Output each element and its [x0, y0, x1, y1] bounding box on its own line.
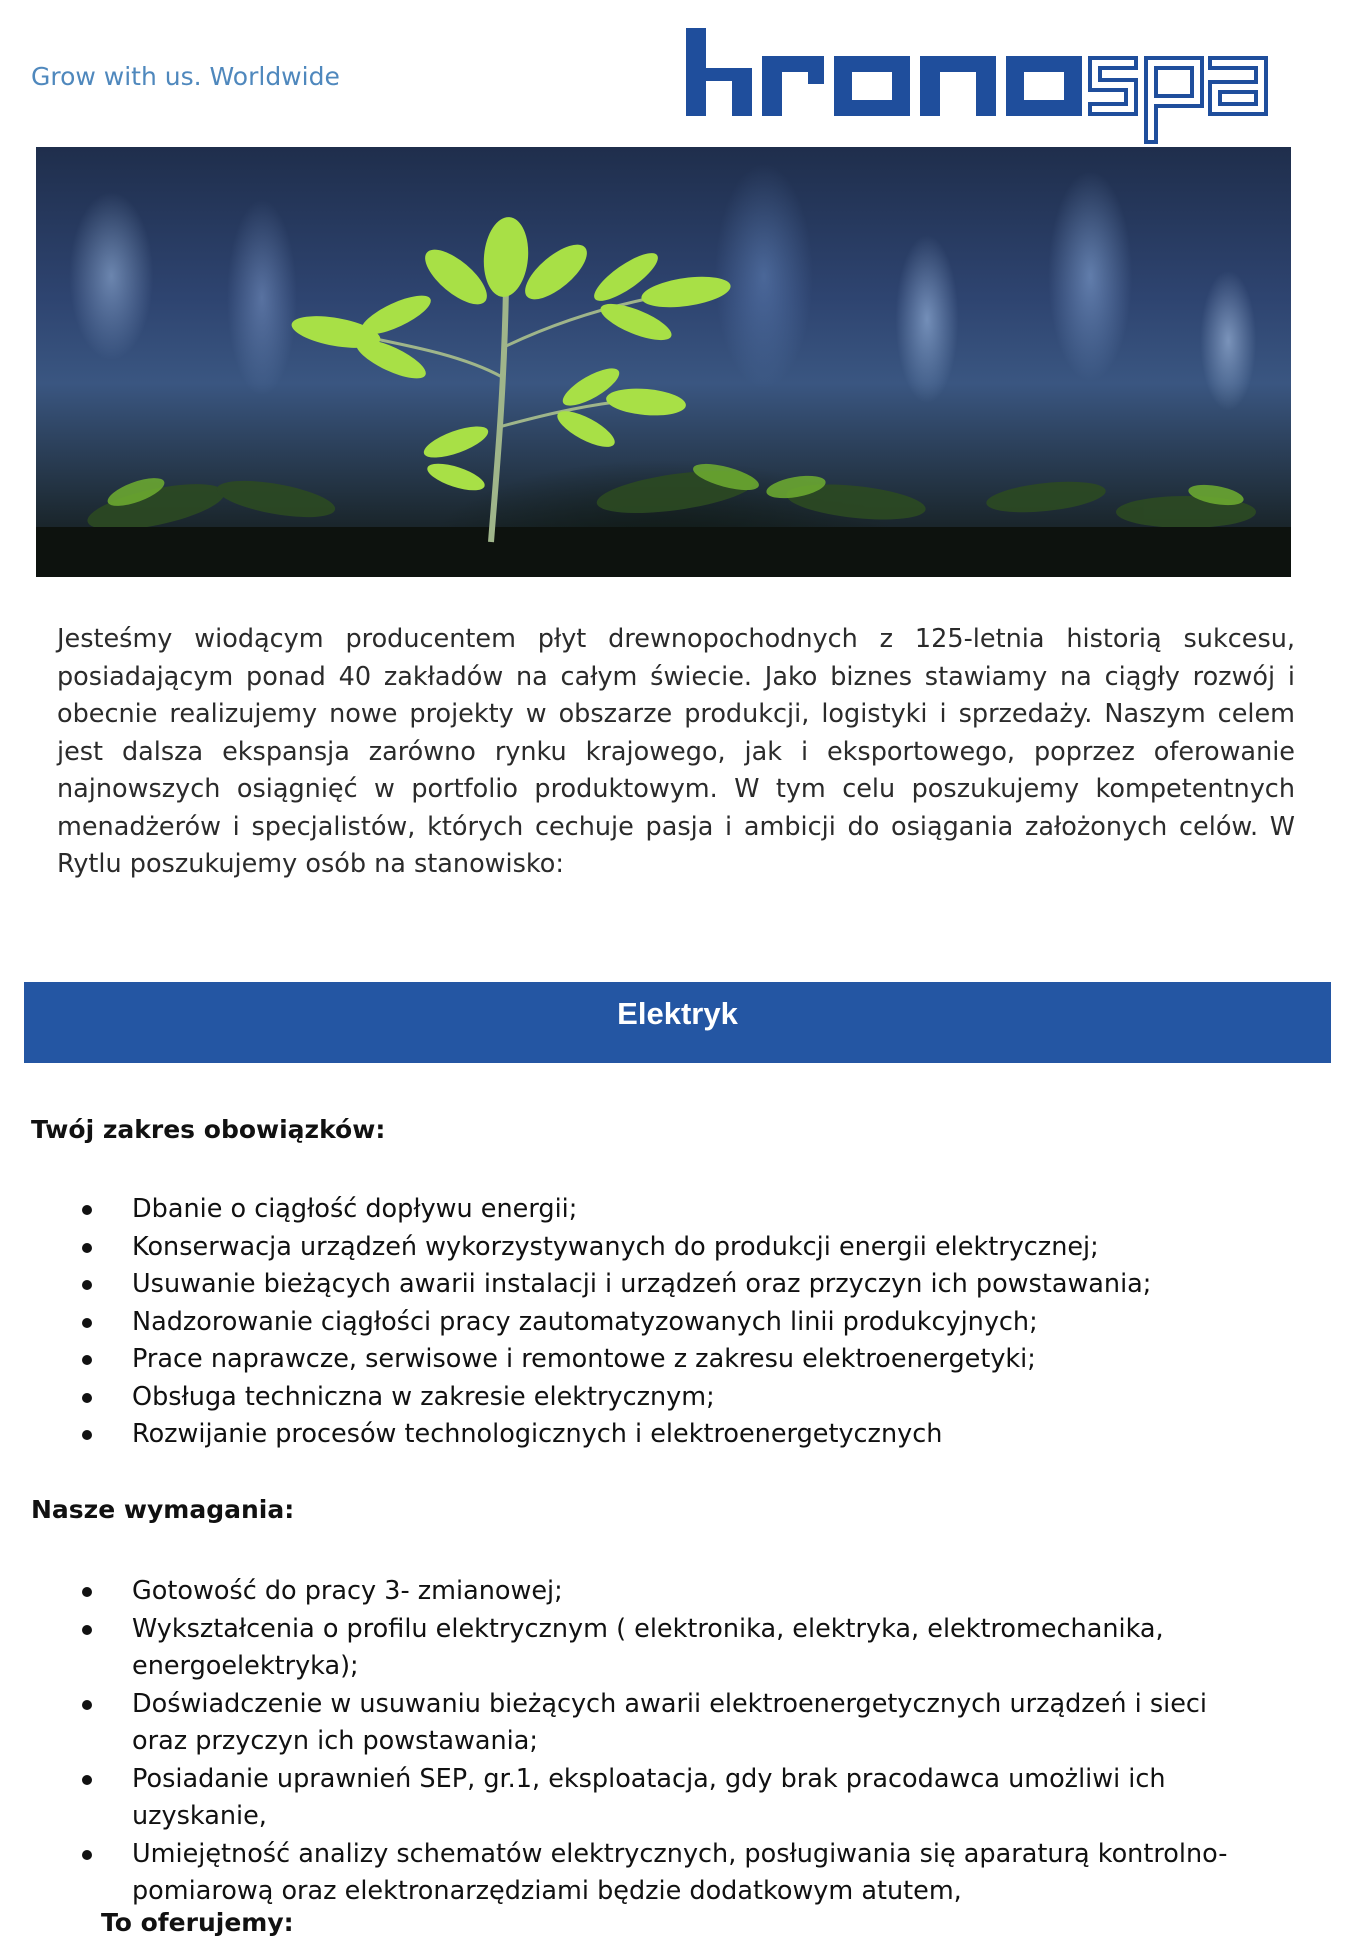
requirements-list: [0, 1573, 1232, 1911]
hero-photo: [36, 147, 1291, 577]
company-intro-paragraph: Jesteśmy wiodącym producentem płyt drewnopochodnych z 125-letnia historią sukcesu, posiadającym ponad 40 zakładów na całym świecie. Jako biznes stawiamy na ciągły rozwój i obecnie realizujemy nowe projekty w obszarze produkcji, logistyki i sprzedaży. Naszym celem jest dalsza ekspansja zarówno rynku krajowego, jak i eksportowego, poprzez oferowanie najnowszych osiągnięć w portfolio produktowym. W tym celu poszukujemy kompetentnych menadżerów i specjalistów, których cechuje pasja i ambicji do osiągania założonych celów. W Rytlu poszukujemy osób na stanowisko:: [57, 624, 1295, 879]
list-item: Dbanie o ciągłość dopływu energii;: [0, 1191, 1232, 1229]
list-item: Umiejętność analizy schematów elektrycznych, posługiwania się aparaturą kontrolno-pomiarową oraz elektronarzędziami będzie dodatkowym atutem,: [0, 1836, 1232, 1911]
responsibilities-list: [0, 1191, 1232, 1454]
list-item: Wykształcenia o profilu elektrycznym ( elektronika, elektryka, elektromechanika, energoelektryka);: [0, 1611, 1232, 1686]
list-item: Doświadczenie w usuwaniu bieżących awarii elektroenergetycznych urządzeń i sieci oraz przyczyn ich powstawania;: [0, 1686, 1232, 1761]
list-item: Rozwijanie procesów technologicznych i elektroenergetycznych: [0, 1416, 1232, 1454]
company-tagline: Grow with us. Worldwide: [31, 62, 340, 91]
list-item: Obsługa techniczna w zakresie elektrycznym;: [0, 1379, 1232, 1417]
list-item: Nadzorowanie ciągłości pracy zautomatyzowanych linii produkcyjnych;: [0, 1304, 1232, 1342]
job-title: Elektryk: [617, 996, 738, 1031]
list-item: Gotowość do pracy 3- zmianowej;: [0, 1573, 1232, 1611]
kronospan-logo: [686, 26, 1280, 146]
requirements-heading: Nasze wymagania:: [31, 1495, 295, 1524]
responsibilities-heading: Twój zakres obowiązków:: [31, 1115, 386, 1144]
offer-heading: To oferujemy:: [101, 1908, 294, 1937]
list-item: Posiadanie uprawnień SEP, gr.1, eksploatacja, gdy brak pracodawca umożliwi ich uzyskanie,: [0, 1761, 1232, 1836]
job-title-banner: [24, 982, 1331, 1063]
list-item: Prace naprawcze, serwisowe i remontowe z zakresu elektroenergetyki;: [0, 1341, 1232, 1379]
list-item: Usuwanie bieżących awarii instalacji i urządzeń oraz przyczyn ich powstawania;: [0, 1266, 1232, 1304]
seedling-icon: [36, 147, 1291, 577]
kronospan-logo-icon: [686, 26, 1280, 146]
list-item: Konserwacja urządzeń wykorzystywanych do produkcji energii elektrycznej;: [0, 1229, 1232, 1267]
